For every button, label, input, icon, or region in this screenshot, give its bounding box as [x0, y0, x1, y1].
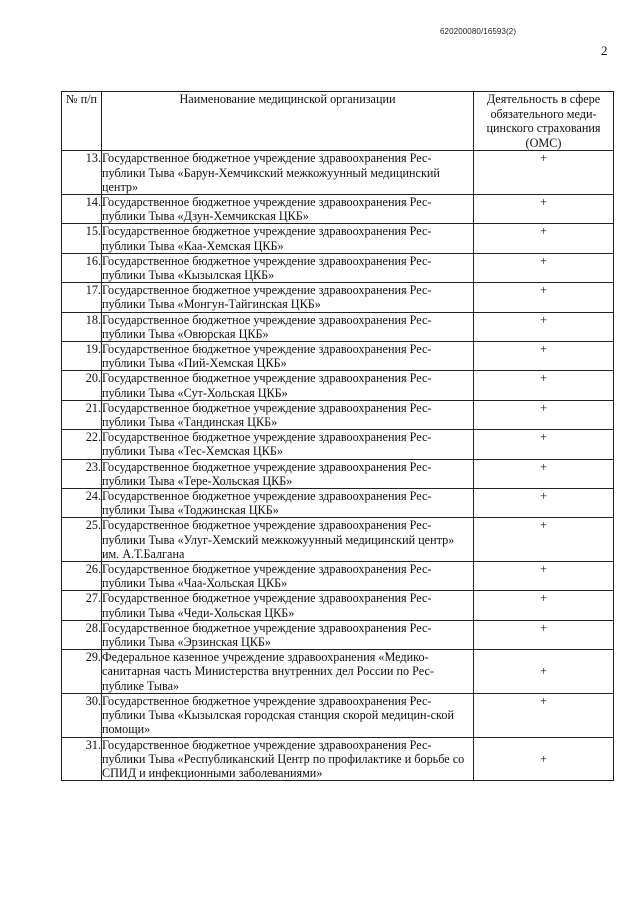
- organization-name: Государственное бюджетное учреждение здравоохранения Рес-публики Тыва «Кызылская ЦКБ»: [102, 253, 474, 282]
- table-row: [62, 650, 614, 694]
- organization-name: Государственное бюджетное учреждение здравоохранения Рес-публики Тыва «Улуг-Хемский межкожуунный медицинский центр» им. А.Т.Балгана: [102, 518, 474, 562]
- row-number: 13.: [62, 151, 102, 195]
- row-number: 24.: [62, 489, 102, 518]
- table-row: [62, 430, 614, 459]
- page-number: 2: [601, 43, 608, 58]
- organization-name: Государственное бюджетное учреждение здравоохранения Рес-публики Тыва «Пий-Хемская ЦКБ»: [102, 342, 474, 371]
- organizations-table: [61, 91, 614, 781]
- document-id: 620200080/16593(2): [440, 27, 517, 36]
- oms-mark: +: [474, 151, 614, 195]
- row-number: 26.: [62, 562, 102, 591]
- oms-mark: +: [474, 371, 614, 400]
- table-row: [62, 342, 614, 371]
- organization-name: Государственное бюджетное учреждение здравоохранения Рес-публики Тыва «Дзун-Хемчикская ЦКБ»: [102, 194, 474, 223]
- oms-mark: +: [474, 283, 614, 312]
- oms-mark: +: [474, 253, 614, 282]
- table-row: [62, 562, 614, 591]
- organization-name: Государственное бюджетное учреждение здравоохранения Рес-публики Тыва «Тандинская ЦКБ»: [102, 400, 474, 429]
- organization-name: Государственное бюджетное учреждение здравоохранения Рес-публики Тыва «Тоджинская ЦКБ»: [102, 489, 474, 518]
- organization-name: Государственное бюджетное учреждение здравоохранения Рес-публики Тыва «Овюрская ЦКБ»: [102, 312, 474, 341]
- table-row: [62, 620, 614, 649]
- table-row: [62, 312, 614, 341]
- row-number: 28.: [62, 620, 102, 649]
- row-number: 31.: [62, 737, 102, 781]
- organization-name: Государственное бюджетное учреждение здравоохранения Рес-публики Тыва «Чаа-Хольская ЦКБ»: [102, 562, 474, 591]
- row-number: 29.: [62, 650, 102, 694]
- row-number: 19.: [62, 342, 102, 371]
- table-row: [62, 591, 614, 620]
- table-row: [62, 489, 614, 518]
- row-number: 22.: [62, 430, 102, 459]
- organization-name: Государственное бюджетное учреждение здравоохранения Рес-публики Тыва «Сут-Хольская ЦКБ»: [102, 371, 474, 400]
- table-row: [62, 459, 614, 488]
- row-number: 20.: [62, 371, 102, 400]
- table-body: [62, 151, 614, 781]
- organization-name: Государственное бюджетное учреждение здравоохранения Рес-публики Тыва «Кызылская городская станция скорой медицин-ской помощи»: [102, 693, 474, 737]
- oms-mark: +: [474, 342, 614, 371]
- organization-name: Государственное бюджетное учреждение здравоохранения Рес-публики Тыва «Тере-Хольская ЦКБ»: [102, 459, 474, 488]
- oms-mark: +: [474, 194, 614, 223]
- row-number: 15.: [62, 224, 102, 253]
- table-row: [62, 693, 614, 737]
- oms-mark: +: [474, 737, 614, 781]
- row-number: 23.: [62, 459, 102, 488]
- organization-name: Государственное бюджетное учреждение здравоохранения Рес-публики Тыва «Чеди-Хольская ЦКБ»: [102, 591, 474, 620]
- oms-mark: +: [474, 489, 614, 518]
- oms-mark: +: [474, 430, 614, 459]
- row-number: 18.: [62, 312, 102, 341]
- table-row: [62, 283, 614, 312]
- oms-mark: +: [474, 400, 614, 429]
- organization-name: Государственное бюджетное учреждение здравоохранения Рес-публики Тыва «Барун-Хемчикский межкожуунный медицинский центр»: [102, 151, 474, 195]
- organization-name: Государственное бюджетное учреждение здравоохранения Рес-публики Тыва «Республиканский Центр по профилактике и борьбе со СПИД и инфекционными заболеваниями»: [102, 737, 474, 781]
- organization-name: Федеральное казенное учреждение здравоохранения «Медико-санитарная часть Министерства внутренних дел России по Рес-публике Тыва»: [102, 650, 474, 694]
- oms-mark: +: [474, 620, 614, 649]
- oms-mark: +: [474, 693, 614, 737]
- header-oms: Деятельность в сфере обязательного меди-цинского страхования (ОМС): [474, 92, 614, 151]
- table-row: [62, 194, 614, 223]
- organization-name: Государственное бюджетное учреждение здравоохранения Рес-публики Тыва «Монгун-Тайгинская ЦКБ»: [102, 283, 474, 312]
- row-number: 21.: [62, 400, 102, 429]
- oms-mark: +: [474, 312, 614, 341]
- row-number: 14.: [62, 194, 102, 223]
- oms-mark: +: [474, 518, 614, 562]
- table-row: [62, 400, 614, 429]
- table-row: [62, 151, 614, 195]
- organization-name: Государственное бюджетное учреждение здравоохранения Рес-публики Тыва «Каа-Хемская ЦКБ»: [102, 224, 474, 253]
- oms-mark: +: [474, 591, 614, 620]
- row-number: 16.: [62, 253, 102, 282]
- row-number: 27.: [62, 591, 102, 620]
- organization-name: Государственное бюджетное учреждение здравоохранения Рес-публики Тыва «Тес-Хемская ЦКБ»: [102, 430, 474, 459]
- table-header-row: [62, 92, 614, 151]
- table-row: [62, 371, 614, 400]
- header-num: № п/п: [62, 92, 102, 151]
- row-number: 25.: [62, 518, 102, 562]
- oms-mark: +: [474, 224, 614, 253]
- table-row: [62, 224, 614, 253]
- row-number: 17.: [62, 283, 102, 312]
- table-row: [62, 253, 614, 282]
- oms-mark: +: [474, 650, 614, 694]
- table-row: [62, 737, 614, 781]
- oms-mark: +: [474, 562, 614, 591]
- header-name: Наименование медицинской организации: [102, 92, 474, 151]
- organization-name: Государственное бюджетное учреждение здравоохранения Рес-публики Тыва «Эрзинская ЦКБ»: [102, 620, 474, 649]
- table-row: [62, 518, 614, 562]
- row-number: 30.: [62, 693, 102, 737]
- oms-mark: +: [474, 459, 614, 488]
